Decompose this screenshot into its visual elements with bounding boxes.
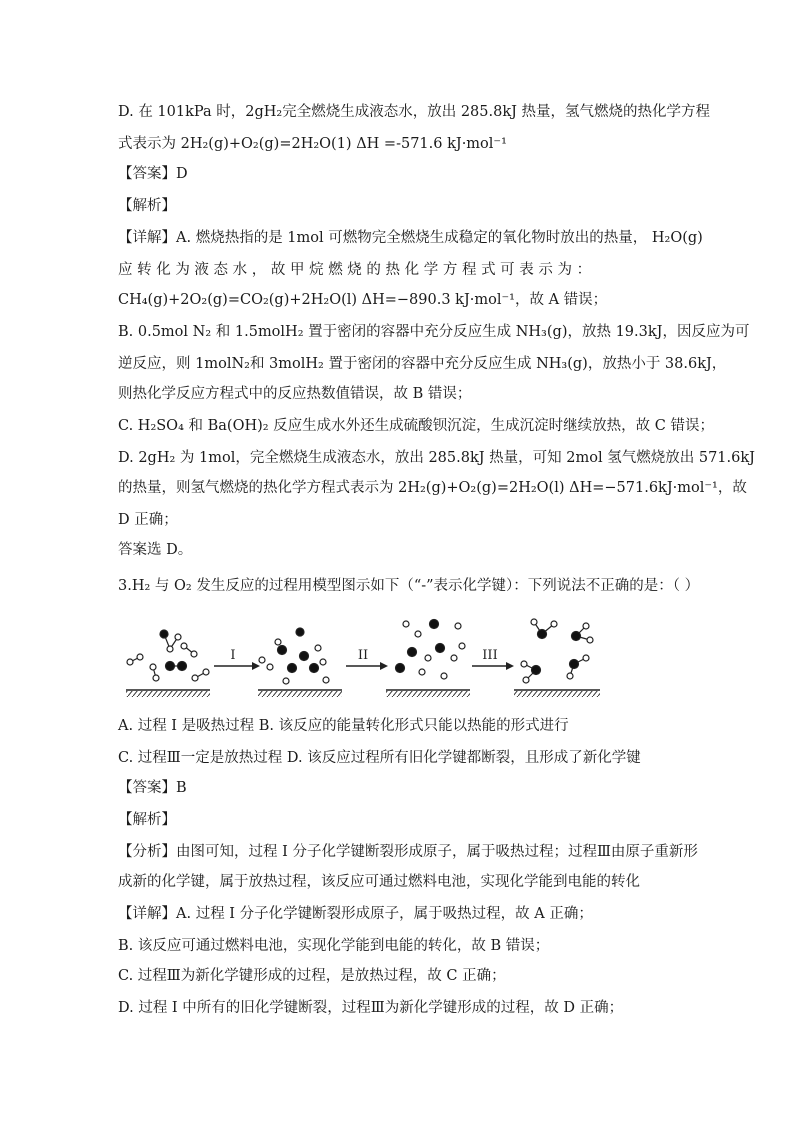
surface-2 <box>258 690 342 697</box>
text-line-1: D. 在 101kPa 时，2gH₂完全燃烧生成液态水，放出 285.8kJ 热量，氢气燃烧的热化学方程 <box>118 104 711 120</box>
text-line-2: 式表示为 2H₂(g)+O₂(g)=2H₂O(1) ΔH =-571.6 kJ·mol⁻¹ <box>118 136 507 152</box>
detail-line-1: 【详解】A. 燃烧热指的是 1mol 可燃物完全燃烧生成稳定的氧化物时放出的热量， H₂O(g) <box>118 230 703 246</box>
arrow-1-label: I <box>230 648 236 663</box>
detail2-line-4: D. 过程 I 中所有的旧化学键断裂，过程Ⅲ为新化学键形成的过程，故 D 正确； <box>118 1000 624 1016</box>
detail-line-8: D. 2gH₂ 为 1mol，完全燃烧生成液态水，放出 285.8kJ 热量，可知 2mol 氢气燃烧放出 571.6kJ <box>118 450 755 466</box>
analysis-line-1: 【分析】由图可知，过程 I 分子化学键断裂形成原子，属于吸热过程；过程Ⅲ由原子重新形 <box>118 844 698 860</box>
answer-label: 【答案】D <box>118 166 188 182</box>
stage-2-atoms <box>259 628 329 684</box>
detail-line-7: C. H₂SO₄ 和 Ba(OH)₂ 反应生成水外还生成硫酸钡沉淀，生成沉淀时继续放热，故 C 错误； <box>118 418 714 434</box>
surface-1 <box>126 690 210 697</box>
answer-label-2: 【答案】B <box>118 780 187 796</box>
detail-line-4: B. 0.5mol N₂ 和 1.5molH₂ 置于密闭的容器中充分反应生成 NH₃(g)，放热 19.3kJ，因反应为可 <box>118 324 750 340</box>
detail-line-5: 逆反应，则 1molN₂和 3molH₂ 置于密闭的容器中充分反应生成 NH₃(g)，放热小于 38.6kJ， <box>118 356 727 372</box>
detail2-line-3: C. 过程Ⅲ为新化学键形成的过程，是放热过程，故 C 正确； <box>118 968 506 984</box>
arrow-2-label: II <box>357 648 369 663</box>
surface-4 <box>514 690 600 697</box>
analysis-line-2: 成新的化学键，属于放热过程，该反应可通过燃料电池，实现化学能到电能的转化 <box>118 874 640 890</box>
detail-line-6: 则热化学反应方程式中的反应热数值错误，故 B 错误； <box>118 386 472 402</box>
arrow-3-label: III <box>482 648 498 663</box>
detail-line-3: CH₄(g)+2O₂(g)=CO₂(g)+2H₂O(l) ΔH=−890.3 kJ·mol⁻¹，故 A 错误； <box>118 292 608 308</box>
arrow-2 <box>346 648 388 670</box>
stage-4-water-molecules <box>521 619 593 683</box>
arrow-3 <box>472 648 514 670</box>
surface-3 <box>386 690 470 697</box>
analysis-label: 【解析】 <box>118 198 176 214</box>
stage-3-atoms <box>396 620 466 680</box>
option-line-2: C. 过程Ⅲ一定是放热过程 D. 该反应过程所有旧化学键都断裂，且形成了新化学键 <box>118 750 641 766</box>
analysis-label-2: 【解析】 <box>118 812 176 828</box>
stage-1-molecules <box>127 630 209 681</box>
detail-line-9: 的热量，则氢气燃烧的热化学方程式表示为 2H₂(g)+O₂(g)=2H₂O(l) ΔH=−571.6kJ·mol⁻¹，故 <box>118 480 747 496</box>
detail2-line-1: 【详解】A. 过程 I 分子化学键断裂形成原子，属于吸热过程，故 A 正确； <box>118 906 593 922</box>
detail-line-10: D 正确； <box>118 512 178 528</box>
reaction-model-diagram <box>118 612 678 702</box>
detail2-line-2: B. 该反应可通过燃料电池，实现化学能到电能的转化，故 B 错误； <box>118 938 550 954</box>
option-line-1: A. 过程 I 是吸热过程 B. 该反应的能量转化形式只能以热能的形式进行 <box>118 718 569 734</box>
question-3-stem: 3.H₂ 与 O₂ 发生反应的过程用模型图示如下（“-”表示化学键）：下列说法不正确的是：（ ） <box>118 578 700 594</box>
detail-line-2: 应 转 化 为 液 态 水 ， 故 甲 烷 燃 烧 的 热 化 学 方 程 式 可 表 示 为 ： <box>118 262 592 278</box>
answer-choice-line: 答案选 D。 <box>118 542 193 558</box>
arrow-1 <box>214 648 260 670</box>
